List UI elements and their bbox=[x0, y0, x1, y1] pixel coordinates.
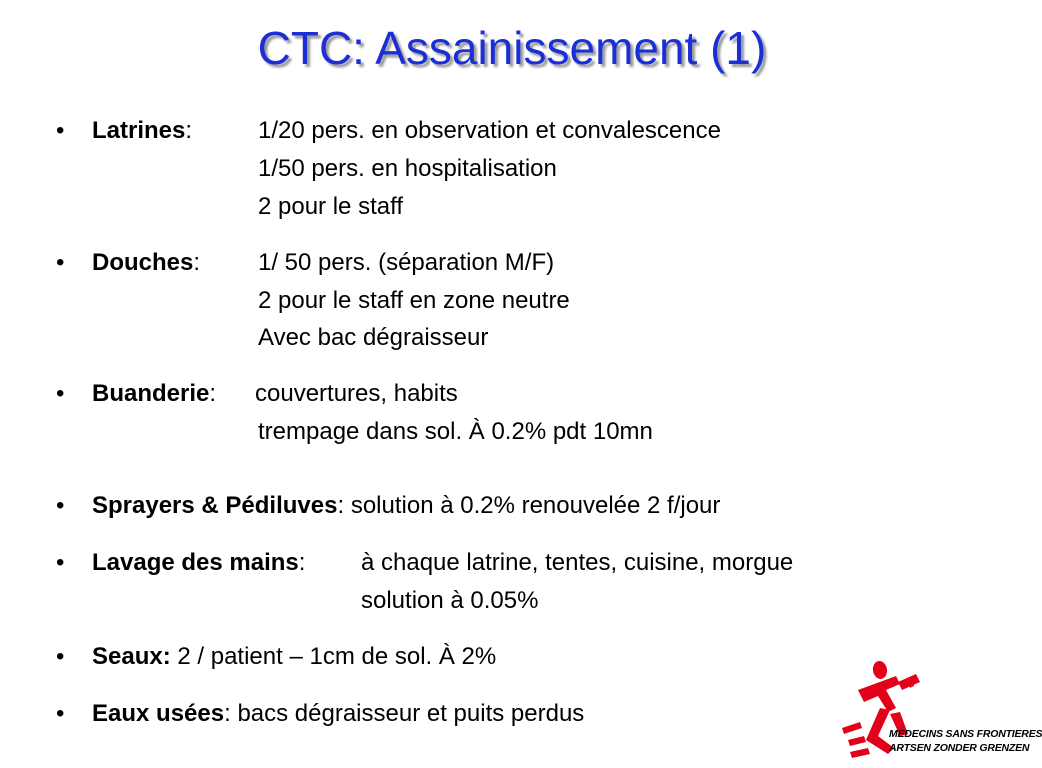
bullet-marker: • bbox=[56, 380, 65, 407]
item-line: à chaque latrine, tentes, cuisine, morgue bbox=[361, 549, 794, 576]
term-label: Sprayers & Pédiluves bbox=[92, 492, 338, 519]
logo-text-line2: ARTSEN ZONDER GRENZEN bbox=[889, 742, 1030, 754]
bullet-marker: • bbox=[56, 549, 65, 576]
item-line: 1/20 pers. en observation et convalescence bbox=[258, 117, 721, 144]
item-sprayers bbox=[92, 491, 720, 521]
item-line: solution à 0.2% renouvelée 2 f/jour bbox=[350, 492, 721, 519]
item-eaux-usees bbox=[92, 699, 584, 729]
term-separator: : bbox=[298, 549, 306, 576]
item-line: 2 pour le staff bbox=[258, 193, 403, 220]
term-separator: : bbox=[193, 249, 201, 276]
term-separator: : bbox=[185, 117, 193, 144]
term-separator: : bbox=[337, 492, 345, 519]
bullet-marker: • bbox=[56, 643, 65, 670]
item-line: 2 / patient – 1cm de sol. À 2% bbox=[177, 643, 497, 670]
item-line: solution à 0.05% bbox=[361, 587, 539, 614]
item-term-latrines bbox=[92, 116, 192, 146]
slide-title: CTC: Assainissement (1) bbox=[257, 22, 767, 74]
term-label: Douches bbox=[92, 249, 194, 276]
term-label: Eaux usées bbox=[92, 700, 225, 727]
logo-text-line1: MEDECINS SANS FRONTIERES bbox=[889, 728, 1042, 740]
item-term-douches bbox=[92, 248, 200, 278]
item-line: trempage dans sol. À 0.2% pdt 10mn bbox=[258, 418, 653, 445]
bullet-marker: • bbox=[56, 492, 65, 519]
item-line: Avec bac dégraisseur bbox=[258, 324, 489, 351]
item-term-buanderie bbox=[92, 379, 216, 409]
term-label: Buanderie bbox=[92, 380, 210, 407]
bullet-marker: • bbox=[56, 249, 65, 276]
item-line: bacs dégraisseur et puits perdus bbox=[237, 700, 585, 727]
term-label: Seaux: bbox=[92, 643, 171, 670]
term-separator: : bbox=[209, 380, 217, 407]
item-seaux bbox=[92, 642, 496, 672]
term-label: Lavage des mains bbox=[92, 549, 299, 576]
item-line: 2 pour le staff en zone neutre bbox=[258, 287, 570, 314]
term-label: Latrines bbox=[92, 117, 186, 144]
item-line: couvertures, habits bbox=[255, 380, 458, 407]
item-line: 1/ 50 pers. (séparation M/F) bbox=[258, 249, 555, 276]
item-term-lavage bbox=[92, 548, 305, 578]
term-separator: : bbox=[224, 700, 231, 727]
item-line: 1/50 pers. en hospitalisation bbox=[258, 155, 557, 182]
bullet-marker: • bbox=[56, 700, 65, 727]
bullet-marker: • bbox=[56, 117, 65, 144]
